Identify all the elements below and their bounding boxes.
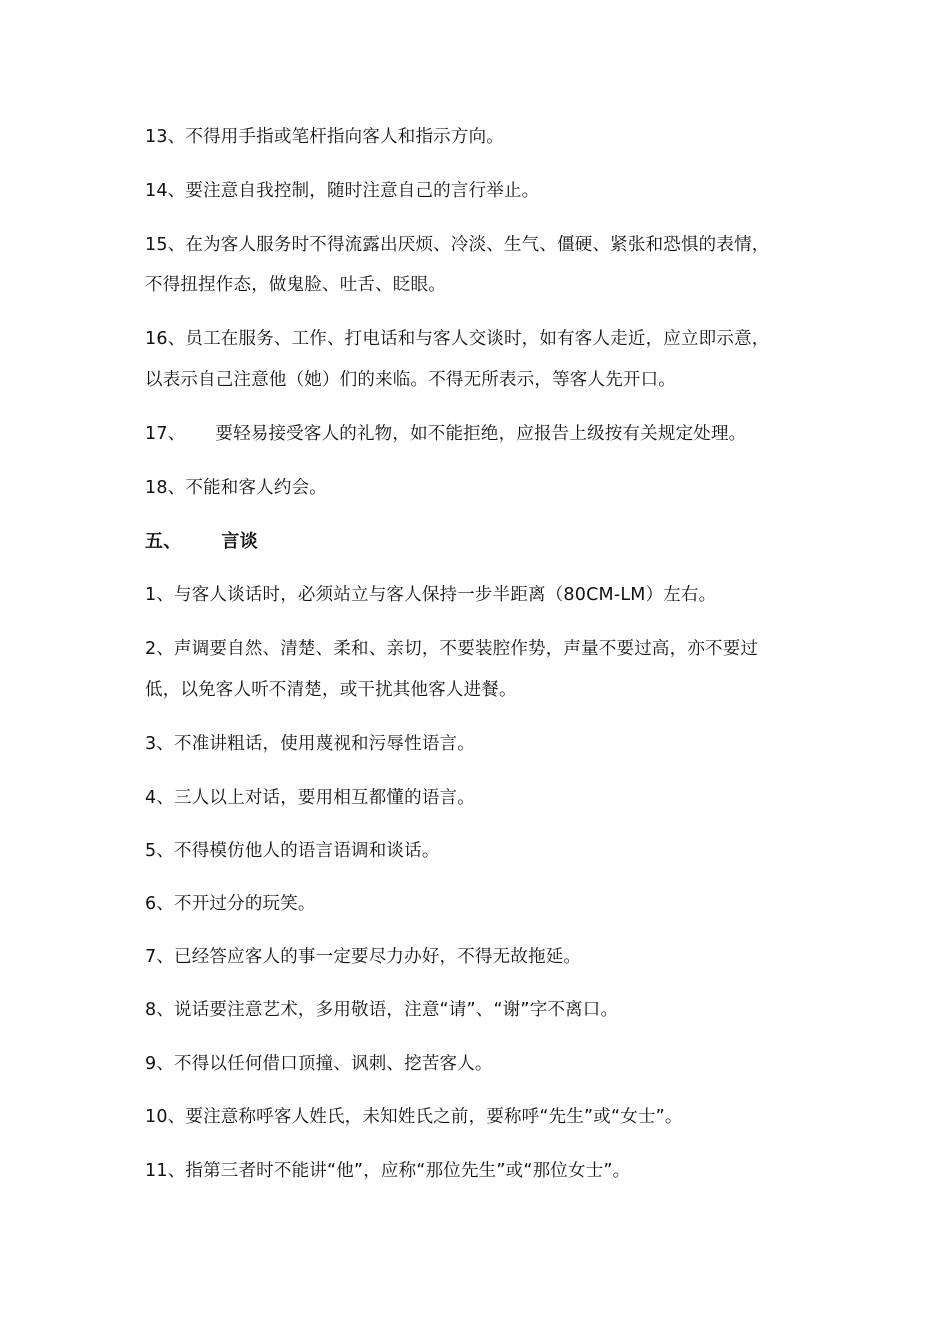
rule-item-17-text: 要轻易接受客人的礼物，如不能拒绝，应报告上级按有关规定处理。 <box>215 424 747 444</box>
talk-item-3: 3、不准讲粗话，使用蔑视和污辱性语言。 <box>145 734 475 754</box>
rule-item-18: 18、不能和客人约会。 <box>145 478 327 498</box>
talk-item-7: 7、已经答应客人的事一定要尽力办好，不得无故拖延。 <box>145 947 582 967</box>
rule-item-17 <box>145 423 835 445</box>
talk-item-9: 9、不得以任何借口顶撞、讽刺、挖苦客人。 <box>145 1054 493 1074</box>
talk-item-1: 1、与客人谈话时，必须站立与客人保持一步半距离（80CM-LM）左右。 <box>145 585 717 605</box>
rule-item-14: 14、要注意自我控制，随时注意自己的言行举止。 <box>145 181 540 201</box>
talk-item-11: 11、指第三者时不能讲“他”，应称“那位先生”或“那位女士”。 <box>145 1161 631 1181</box>
rule-item-16-line-2: 以表示自己注意他（她）们的来临。不得无所表示，等客人先开口。 <box>145 370 676 390</box>
talk-item-4: 4、三人以上对话，要用相互都懂的语言。 <box>145 788 475 808</box>
talk-item-2-line-1: 2、声调要自然、清楚、柔和、亲切，不要装腔作势，声量不要过高，亦不要过 <box>145 639 759 659</box>
rule-item-13: 13、不得用手指或笔杆指向客人和指示方向。 <box>145 127 504 147</box>
rule-item-17-number: 17、 <box>145 424 186 444</box>
talk-item-8: 8、说话要注意艺术，多用敬语，注意“请”、“谢”字不离口。 <box>145 1000 619 1020</box>
talk-item-5: 5、不得模仿他人的语言语调和谈话。 <box>145 841 440 861</box>
rule-item-16-line-1: 16、员工在服务、工作、打电话和与客人交谈时，如有客人走近，应立即示意， <box>145 329 770 349</box>
talk-item-6: 6、不开过分的玩笑。 <box>145 894 316 914</box>
section-heading <box>145 531 835 553</box>
rule-item-15-line-1: 15、在为客人服务时不得流露出厌烦、冷淡、生气、僵硬、紧张和恐惧的表情， <box>145 235 770 255</box>
rule-item-15-line-2: 不得扭捏作态，做鬼脸、吐舌、眨眼。 <box>145 275 446 295</box>
section-title: 言谈 <box>221 531 258 552</box>
talk-item-10: 10、要注意称呼客人姓氏，未知姓氏之前，要称呼“先生”或“女士”。 <box>145 1107 683 1127</box>
talk-item-2-line-2: 低，以免客人听不清楚，或干扰其他客人进餐。 <box>145 680 517 700</box>
section-number: 五、 <box>145 531 182 552</box>
